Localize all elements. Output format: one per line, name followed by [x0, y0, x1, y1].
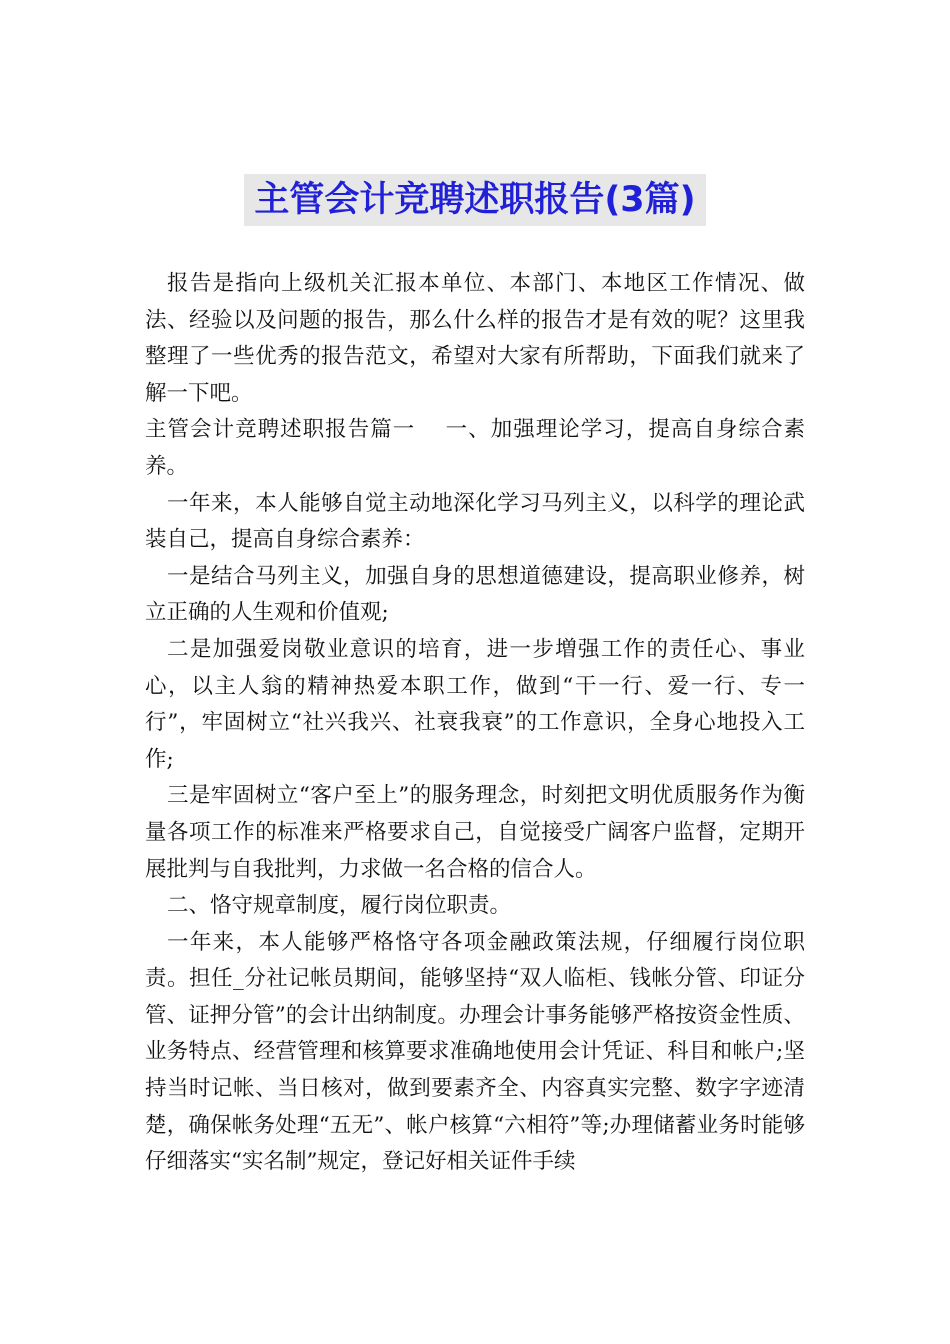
paragraph: 三是牢固树立“客户至上”的服务理念，时刻把文明优质服务作为衡量各项工作的标准来严格要求自己，自觉接受广阔客户监督，定期开展批判与自我批判，力求做一名合格的信合人。: [145, 783, 805, 882]
document-title: 主管会计竞聘述职报告(3篇): [244, 174, 705, 226]
paragraph-subheading: 二、恪守规章制度，履行岗位职责。: [167, 893, 512, 919]
document-body: [145, 266, 805, 1181]
paragraph: 二是加强爱岗敬业意识的培育，进一步増强工作的责任心、事业心，以主人翁的精神热爱本职工作，做到“干一行、爱一行、专一行”，牢固树立“社兴我兴、社衰我衰”的工作意识，全身心地投入工作;: [145, 636, 805, 772]
paragraph-intro: 报告是指向上级机关汇报本单位、本部门、本地区工作情况、做法、经验以及问题的报告，那么什么样的报告才是有效的呢？这里我整理了一些优秀的报告范文，希望对大家有所帮助，下面我们就来了解一下吧。: [145, 271, 805, 406]
paragraph-section-heading: 主管会计竞聘述职报告篇一 一、加强理论学习，提高自身综合素养。: [145, 417, 805, 479]
paragraph: 一年来，本人能够自觉主动地深化学习马列主义，以科学的理论武装自己，提高自身综合素养：: [145, 490, 805, 553]
paragraph: 一是结合马列主义，加强自身的思想道德建设，提高职业修养，树立正确的人生观和价值观;: [145, 563, 805, 626]
title-container: [0, 174, 950, 226]
paragraph: 一年来，本人能够严格恪守各项金融政策法规，仔细履行岗位职责。担任_分社记帐员期间，能够坚持“双人临柜、钱帐分管、印证分管、证押分管”的会计出纳制度。办理会计事务能够严格按资金性质、业务特点、经营管理和核算要求准确地使用会计凭证、科目和帐户;坚持当时记帐、当日核对，做到要素齐全、内容真实完整、数字字迹清楚，确保帐务处理“五无”、帐户核算“六相符”等;办理储蓄业务时能够仔细落实“实名制”规定，登记好相关证件手续: [145, 929, 805, 1175]
